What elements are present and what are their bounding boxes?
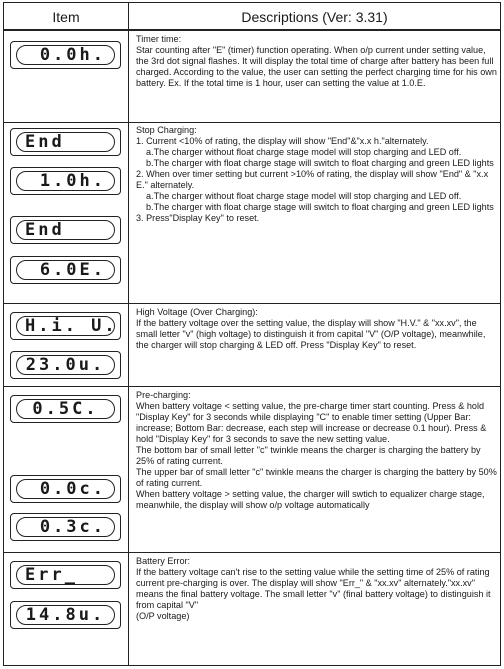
row-title: Battery Error: xyxy=(136,556,191,566)
row-text: The bottom bar of small letter "c" twinkle means the charger is charging the battery by 25% of rating current. xyxy=(136,444,481,466)
row-text: (O/P voltage) xyxy=(136,610,190,621)
description-timer xyxy=(136,34,499,89)
row-divider xyxy=(4,552,500,553)
row-text: When battery voltage < setting value, the pre-charge timer start counting. Press & hold "Display Key" for 3 seconds while displaying "C" to enable timer setting (Upper Bar: increase; Bottom Bar: decrease, each step will increase or decrease 0.1 hour). Press & hold "Display Key" for 3 seconds to save the new setting value. xyxy=(136,400,487,444)
row-text: b.The charger with float charge stage will switch to float charging and green LED lights xyxy=(146,157,494,168)
row-text: a.The charger without float charge stage model will stop charging and LED off. xyxy=(146,190,462,201)
row-divider xyxy=(4,122,500,123)
lcd-display xyxy=(10,312,121,340)
row-text: a.The charger without float charge stage model will stop charging and LED off. xyxy=(146,146,462,157)
lcd-display xyxy=(10,216,121,244)
row-text: If the battery voltage can't rise to the setting value while the setting time of 25% of rating current pre-charging is over. The display will show "Err_" & "xx.xv" alternately."xx.xv" means the final battery voltage. The small letter "v" (final battery voltage) to distinguish it from capital "V" xyxy=(136,566,491,610)
header-descriptions: Descriptions (Ver: 3.31) xyxy=(241,9,388,25)
lcd-display xyxy=(10,475,121,503)
lcd-readout: 6.0E. xyxy=(16,260,115,280)
lcd-readout: 0.3c. xyxy=(16,517,115,537)
row-text: 3. Press"Display Key" to reset. xyxy=(136,212,260,223)
lcd-readout: End xyxy=(16,220,115,240)
lcd-display xyxy=(10,561,121,589)
column-divider xyxy=(128,3,129,665)
row-text: 1. Current <10% of rating, the display will show "End"&"x.x h."alternately. xyxy=(136,135,429,146)
lcd-display xyxy=(10,395,121,423)
header-item: Item xyxy=(52,9,80,25)
lcd-display xyxy=(10,601,121,629)
lcd-display xyxy=(10,513,121,541)
lcd-readout: End xyxy=(16,132,115,152)
lcd-readout: 0.0c. xyxy=(16,479,115,499)
lcd-display xyxy=(10,256,121,284)
spec-table xyxy=(3,2,501,666)
lcd-display xyxy=(10,351,121,379)
row-text: 2. When over timer setting but current >10% of rating, the display will show "End" & "x.x E." alternately. xyxy=(136,168,489,190)
lcd-display xyxy=(10,41,121,69)
table-header xyxy=(4,3,500,31)
lcd-readout: 14.8u. xyxy=(16,605,115,625)
row-title: Pre-charging: xyxy=(136,390,191,400)
lcd-readout: 0.5C. xyxy=(16,399,115,419)
description-high-voltage xyxy=(136,307,499,351)
row-text: The upper bar of small letter "c" twinkle means the charger is charging the battery by 50% of rating current. xyxy=(136,466,497,488)
lcd-display xyxy=(10,128,121,156)
description-stop-charging xyxy=(136,125,499,224)
row-title: Timer time: xyxy=(136,34,182,44)
row-text: b.The charger with float charge stage will switch to float charging and green LED lights xyxy=(146,201,494,212)
row-text: Star counting after "E" (timer) function operating. When o/p current under setting value, the 3rd dot signal flashes. It will display the total time of charge after battery has been full charged. According to the value, the user can setting the perfect charging time for his own battery. Ex. If the total time is 1 hour, user can setting the value at 1.0.E. xyxy=(136,44,497,88)
row-text: If the battery voltage over the setting value, the display will show "H.V." & "xx.xv", the small letter "v" (high voltage) to distinguish it from capital "V" (O/P voltage), meanwhile, the charger will stop charging & LED off. Press "Display Key" to reset. xyxy=(136,317,486,350)
row-title: Stop Charging: xyxy=(136,125,197,135)
row-title: High Voltage (Over Charging): xyxy=(136,307,258,317)
row-divider xyxy=(4,386,500,387)
row-divider xyxy=(4,303,500,304)
lcd-readout: Err_ xyxy=(16,565,115,585)
description-pre-charging xyxy=(136,390,499,510)
description-battery-error xyxy=(136,556,499,622)
lcd-readout: H.i. U. xyxy=(16,316,115,336)
lcd-readout: 0.0h. xyxy=(16,45,115,65)
lcd-readout: 1.0h. xyxy=(16,171,115,191)
lcd-readout: 23.0u. xyxy=(16,355,115,375)
lcd-display xyxy=(10,167,121,195)
row-text: When battery voltage > setting value, the charger will swtich to equalizer charge stage, meanwhile, the display will show o/p voltage automatically xyxy=(136,488,485,510)
